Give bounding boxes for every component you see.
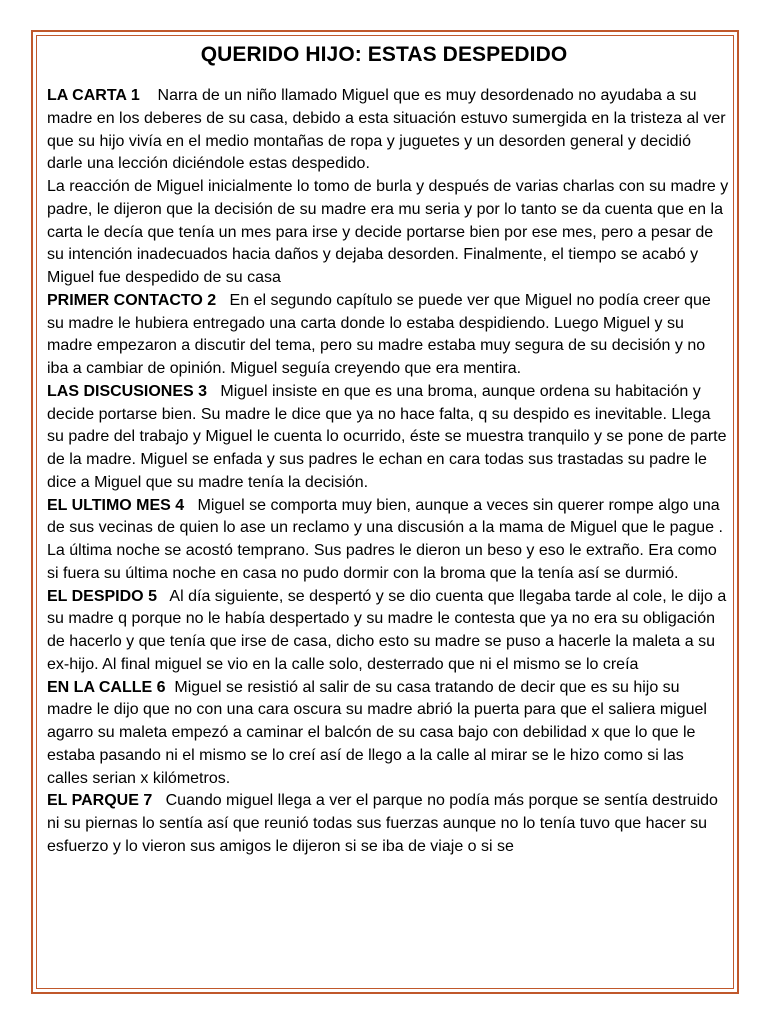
section-el-despido bbox=[47, 586, 729, 677]
section-la-carta-continuation: La reacción de Miguel inicialmente lo tomo de burla y después de varias charlas con su madre y padre, le dijeron que la decisión de su madre era mu seria y por lo tanto se da cuenta que en la carta le decía que tenía un mes para irse y decide portarse bien por ese mes, pero a pesar de su intención inadecuados hacia daños y dejaba desorden. Finalmente, el tiempo se acabó y Miguel fue despedido de su casa bbox=[47, 178, 729, 286]
section-heading: EL DESPIDO 5 bbox=[47, 587, 157, 605]
section-text: Cuando miguel llega a ver el parque no podía más porque se sentía destruido ni su piernas lo sentía así que reunió todas sus fuerzas aunque no lo tenía tuvo que hacer su esfuerzo y lo vieron sus amigos le dijeron si se iba de viaje o si se bbox=[47, 792, 718, 855]
section-text: Narra de un niño llamado Miguel que es muy desordenado no ayudaba a su madre en los deberes de su casa, debido a esta situación estuvo sumergida en la tristeza al ver que su hijo vivía en el medio montañas de ropa y juguetes y un desorden general y decidió darle una lección diciéndole estas despedido. bbox=[47, 87, 726, 173]
section-heading: EL PARQUE 7 bbox=[47, 792, 153, 810]
section-text: Al día siguiente, se despertó y se dio cuenta que llegaba tarde al cole, le dijo a su madre q porque no le había despertado y su madre le contesta que ya no era su obligación de hacerlo y que tenía que irse de casa, dicho esto su madre se puso a hacerle la maleta a su ex-hijo. Al final miguel se vio en la calle solo, desterrado que ni el mismo se lo creía bbox=[47, 587, 727, 673]
section-heading: PRIMER CONTACTO 2 bbox=[47, 291, 217, 309]
section-la-carta bbox=[47, 85, 729, 176]
document-title: QUERIDO HIJO: ESTAS DESPEDIDO bbox=[200, 43, 568, 66]
section-heading: EL ULTIMO MES 4 bbox=[47, 496, 185, 514]
section-en-la-calle bbox=[47, 677, 729, 791]
section-text: Miguel insiste en que es una broma, aunque ordena su habitación y decide portarse bien. Su madre le dice que ya no hace falta, q su despido es inevitable. Llega su padre del trabajo y Miguel le cuenta lo ocurrido, éste se muestra tranquilo y se pone de parte de la madre. Miguel se enfada y sus padres le echan en cara todas sus trastadas su padre le dice a Miguel que su madre tenía la decisión. bbox=[47, 382, 727, 491]
section-el-ultimo-mes bbox=[47, 495, 729, 586]
section-text: Miguel se comporta muy bien, aunque a veces sin querer rompe algo una de sus vecinas de quien lo ase un reclamo y una discusión a la mama de Miguel que le pague . La última noche se acostó temprano. Sus padres le dieron un beso y eso le extraño. Era como si fuera su última noche en casa no pudo dormir con la broma que la tenía así se durmió. bbox=[47, 496, 723, 582]
section-text: En el segundo capítulo se puede ver que Miguel no podía creer que su madre le hubiera entregado una carta donde lo estaba despidiendo. Luego Miguel y su madre empezaron a discutir del tema, pero su madre estaba muy segura de su decisión y no iba a cambiar de opinión. Miguel seguía creyendo que era mentira. bbox=[47, 291, 711, 377]
section-heading: EN LA CALLE 6 bbox=[47, 678, 166, 696]
section-heading: LA CARTA 1 bbox=[47, 87, 140, 104]
section-las-discusiones bbox=[47, 381, 729, 495]
section-text: Miguel se resistió al salir de su casa tratando de decir que es su hijo su madre le dijo que no con una cara oscura su madre abrió la puerta para que el saliera miguel agarro su maleta empezó a caminar el balcón de su casa bajo con debilidad x que lo que le estaba pasando ni el mismo se lo creí así de llego a la calle al mirar se le hizo como si las calles serian x kilómetros. bbox=[47, 678, 707, 787]
section-heading: LAS DISCUSIONES 3 bbox=[47, 382, 208, 400]
section-primer-contacto bbox=[47, 290, 729, 381]
document-body bbox=[47, 85, 729, 859]
section-el-parque bbox=[47, 790, 729, 858]
